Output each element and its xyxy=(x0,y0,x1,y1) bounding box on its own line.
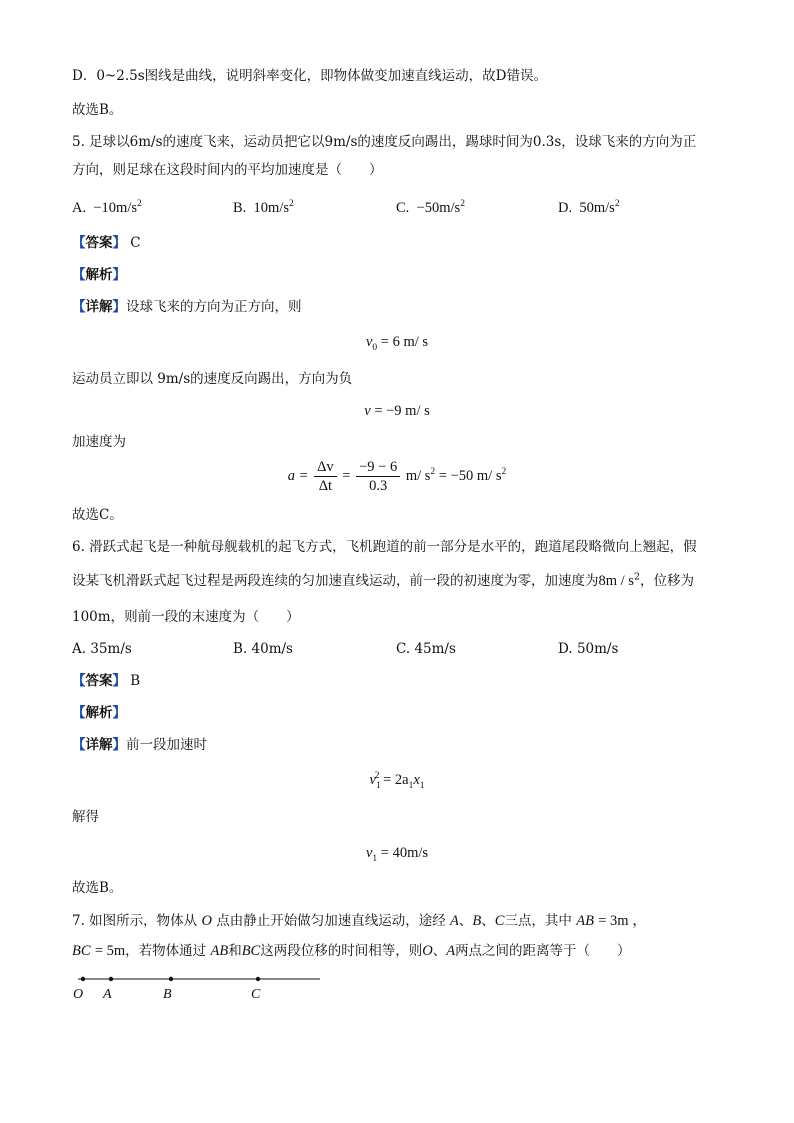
q6-choose-b: 故选B。 xyxy=(72,880,123,896)
q6-analysis-tag: 【解析】 xyxy=(72,705,126,721)
q5-detail-line-3: 加速度为 xyxy=(72,434,126,450)
q5-equation-v: v = −9 m/ s xyxy=(364,403,430,419)
answer-tag: 【答案】 xyxy=(72,235,126,251)
q6-stem-line-2: 设某飞机滑跃式起飞过程是两段连续的匀加速直线运动，前一段的初速度为零，加速度为$8m / s^2$，位移为 xyxy=(72,571,694,589)
q5-answer: 【答案】 C xyxy=(72,235,141,251)
point-c-label: C xyxy=(251,987,261,1002)
q5-option-d: D. $50m/s^2$ xyxy=(558,199,620,216)
q6-equation-1: $v_1^2 = 2a_1x_1$ xyxy=(369,771,425,791)
point-a-label: A xyxy=(103,987,112,1002)
q5-equation-acceleration: a = $\frac{\Delta v}{\Delta t}$ = $\frac{-9 - 6}{0.3}$ m/ $s^2 = -50$ m/ $s^2$ xyxy=(287,459,507,495)
q5-stem-line-1: 5. 足球以6m/s的速度飞来，运动员把它以9m/s的速度反向踢出，踢球时间为0.3s，设球飞来的方向为正 xyxy=(72,134,697,150)
q5-option-c: C. $-50m/s^2$ xyxy=(396,199,465,216)
q5-equation-v0: $v_0 = 6$ m/ s xyxy=(365,334,429,353)
point-b-label: B xyxy=(163,987,172,1002)
option-d-conclusion: D．0~2.5s图线是曲线，说明斜率变化，即物体做变加速直线运动，故D错误。 xyxy=(72,68,547,84)
q6-option-b: B. 40m/s xyxy=(233,641,293,657)
q6-equation-2: $v_1 = 40m/s$ xyxy=(365,845,429,864)
q5-analysis-tag: 【解析】 xyxy=(72,267,126,283)
q6-option-d: D. 50m/s xyxy=(558,641,619,657)
q6-detail-line-2: 解得 xyxy=(72,809,99,825)
q7-stem-line-1: 7. 如图所示，物体从 O 点由静止开始做匀加速直线运动，途经 A、B、C三点，其中 AB = 3m ， xyxy=(72,913,647,929)
point-o-dot xyxy=(81,977,85,981)
q5-detail-line-1: 【详解】设球飞来的方向为正方向，则 xyxy=(72,299,302,315)
q6-option-a: A. 35m/s xyxy=(72,641,132,657)
q6-answer: 【答案】 B xyxy=(72,673,141,689)
q6-stem-line-1: 6. 滑跃式起飞是一种航母舰载机的起飞方式，飞机跑道的前一部分是水平的，跑道尾段略微向上翘起，假 xyxy=(72,539,697,555)
q6-stem-line-3: 100m，则前一段的末速度为（ ） xyxy=(72,609,300,625)
point-b-dot xyxy=(169,977,173,981)
q7-diagram xyxy=(68,968,328,1004)
q5-choose-c: 故选C。 xyxy=(72,507,123,523)
q7-stem-line-2: BC = 5m，若物体通过 AB和BC这两段位移的时间相等，则O、A两点之间的距离等于（ ） xyxy=(72,943,631,959)
q5-detail-line-2: 运动员立即以 9m/s的速度反向踢出，方向为负 xyxy=(72,371,353,387)
q6-option-c: C. 45m/s xyxy=(396,641,456,657)
point-c-dot xyxy=(256,977,260,981)
point-o-label: O xyxy=(73,987,84,1002)
choose-b-conclusion: 故选B。 xyxy=(72,102,123,118)
q5-option-a: A. $-10m/s^2$ xyxy=(72,199,142,216)
point-a-dot xyxy=(109,977,113,981)
q6-detail-line-1: 【详解】前一段加速时 xyxy=(72,737,207,753)
q5-option-b: B. $10m/s^2$ xyxy=(233,199,294,216)
q5-stem-line-2: 方向，则足球在这段时间内的平均加速度是（ ） xyxy=(72,162,383,178)
